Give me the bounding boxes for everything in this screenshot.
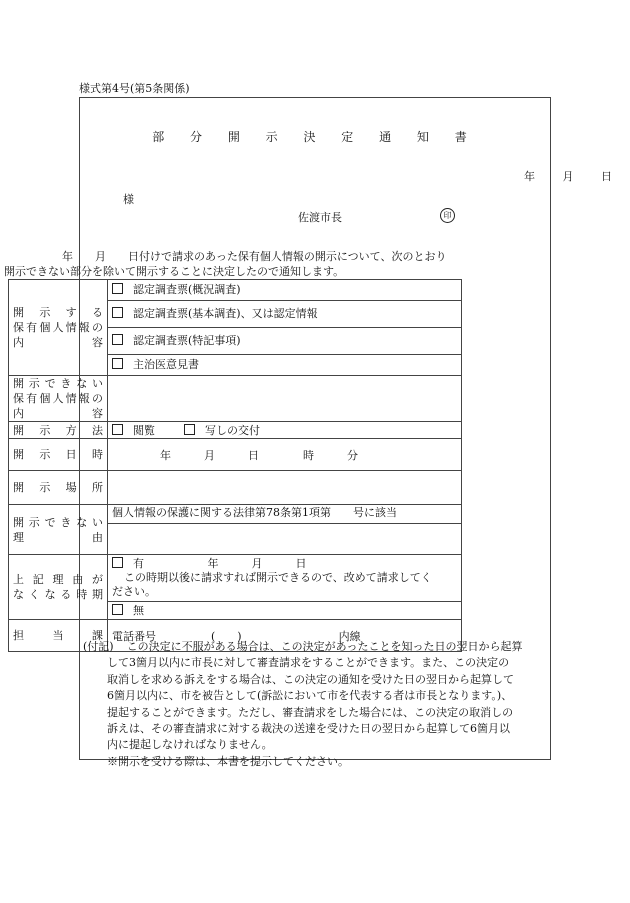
label-char: 理 [13, 530, 24, 544]
notes-first-line: (付記) この決定に不服がある場合は、この決定があったことを知った日の翌日から起算 [83, 640, 523, 653]
label-char: 上 [13, 573, 24, 586]
label-char: な [76, 515, 88, 529]
notes-line: ※開示を受ける際は、本書を提示してください。 [107, 754, 349, 768]
item-row: 主治医意見書 [108, 355, 461, 375]
label-line [13, 320, 103, 335]
label-char: 示 [39, 423, 51, 437]
label-char: 示 [39, 306, 51, 319]
label-line [13, 305, 103, 320]
notes-line: 提起することができます。ただし、審査請求をした場合には、この決定の取消しの [107, 705, 514, 719]
intro-text [4, 249, 466, 279]
label-char: 課 [92, 629, 103, 642]
label-char: 時 [76, 588, 88, 601]
row-disclosed-content [9, 280, 462, 376]
label-char: 所 [91, 481, 103, 494]
reason-end-cell [108, 555, 462, 620]
label-char: 示 [39, 481, 51, 494]
notes-line: 内に提起しなければなりません。 [107, 738, 273, 752]
seal-stamp: 印 [440, 208, 455, 223]
label-char: な [76, 377, 88, 390]
checkbox[interactable] [112, 307, 123, 318]
label-non-disclosed [9, 376, 108, 422]
label-char: 報 [78, 321, 90, 334]
label-char: 場 [65, 481, 77, 494]
label-char: 当 [52, 629, 64, 642]
notes-line: 6箇月以内に、市を被告として(訴訟において市を代表する者は市長となります。)、 [107, 689, 513, 703]
label-line [13, 530, 103, 545]
row-reason-end [9, 555, 462, 620]
label-char: 有 [26, 321, 38, 334]
label-char: 報 [78, 392, 90, 405]
document-title: 部 分 開 示 決 定 通 知 書 [152, 130, 478, 144]
label-char: 示 [28, 377, 40, 390]
label-reason-end [9, 555, 108, 620]
reason-end-has: 有 年 月 日 この時期以後に請求すれば開示できるので、改めて請求してく ださい。 [108, 555, 461, 602]
checkbox[interactable] [112, 358, 123, 369]
issuer-name: 佐渡市長 [298, 211, 342, 224]
checkbox[interactable] [184, 424, 195, 435]
label-line [13, 515, 103, 530]
label-char: 容 [92, 336, 103, 349]
label-char: る [91, 306, 103, 319]
label-char: な [13, 588, 24, 601]
label-char: 法 [91, 423, 103, 437]
checkbox[interactable] [112, 424, 123, 435]
label-line [13, 376, 103, 391]
label-char: 情 [65, 321, 77, 334]
row-non-disclosed [9, 376, 462, 422]
label-line [13, 335, 103, 350]
label-char: 示 [39, 448, 51, 461]
label-char: で [44, 515, 56, 529]
reason-value: 個人情報の保護に関する法律第78条第1項第 号に該当 [108, 505, 461, 524]
label-char: 方 [65, 423, 77, 437]
date-day: 日 [601, 170, 612, 183]
notes-line: 取消しを求める訴えをする場合は、この決定の通知を受けた日の翌日から起算して [107, 672, 514, 686]
label-place [9, 471, 108, 505]
label-char: 記 [32, 573, 44, 586]
label-char: 有 [26, 392, 38, 405]
date-year: 年 [524, 170, 535, 183]
label-char: 由 [72, 573, 84, 586]
label-char: 内 [13, 336, 24, 349]
label-char: の [91, 321, 103, 334]
notes-section [83, 639, 549, 770]
reason-cell [108, 505, 462, 555]
label-method [9, 422, 108, 439]
label-line [13, 572, 103, 587]
label-line [13, 406, 103, 421]
checkbox[interactable] [112, 334, 123, 345]
label-char: 開 [13, 306, 24, 319]
label-char: く [28, 588, 40, 601]
label-char: 内 [13, 407, 24, 420]
label-disclosed-content [9, 280, 108, 376]
label-char: 時 [91, 448, 103, 461]
item-row: 認定調査票(特記事項) [108, 328, 461, 355]
non-disclosed-value[interactable] [108, 376, 462, 422]
label-char: 期 [91, 588, 103, 601]
label-char: 情 [65, 392, 77, 405]
date-month: 月 [562, 170, 574, 183]
intro-line-1: 年 月 日付けで請求のあった保有個人情報の開示について、次のとおり [62, 250, 447, 263]
label-line [13, 447, 103, 462]
checkbox[interactable] [112, 604, 123, 615]
reason-end-none: 無 [108, 602, 461, 619]
decision-table [8, 279, 462, 652]
label-line [13, 480, 103, 495]
label-char: 示 [28, 515, 40, 529]
label-char: な [44, 588, 56, 601]
label-char: の [91, 392, 103, 405]
datetime-value[interactable]: 年 月 日 時 分 [108, 439, 462, 471]
issue-date [500, 168, 612, 184]
label-char: き [60, 515, 72, 529]
label-char: 個 [39, 392, 51, 405]
label-char: 由 [92, 530, 103, 544]
label-line [13, 423, 103, 438]
label-char: 人 [52, 321, 64, 334]
label-char: 個 [39, 321, 51, 334]
label-char: き [60, 377, 72, 390]
item-row: 認定調査票(概況調査) [108, 280, 461, 301]
label-char: 開 [13, 377, 24, 390]
intro-line-2: 開示できない部分を除いて開示することに決定したので通知します。 [4, 265, 345, 278]
label-char: 保 [13, 321, 24, 334]
label-char: 容 [92, 407, 103, 420]
label-char: 開 [13, 481, 24, 494]
reason-blank[interactable] [108, 524, 461, 554]
addressee: 様 [123, 193, 134, 206]
form-number: 様式第4号(第5条関係) [79, 82, 190, 95]
label-char: す [65, 306, 77, 319]
label-reason [9, 505, 108, 555]
place-value[interactable] [108, 471, 462, 505]
row-reason [9, 505, 462, 555]
label-char: い [91, 377, 103, 390]
label-char: い [91, 515, 103, 529]
checkbox[interactable] [112, 557, 123, 568]
label-char: 担 [13, 629, 24, 642]
label-char: 保 [13, 392, 24, 405]
row-datetime [9, 439, 462, 471]
notes-line: 訴えは、その審査請求に対する裁決の送達を受けた日の翌日から起算して6箇月以 [107, 722, 510, 736]
row-place [9, 471, 462, 505]
label-char: が [92, 573, 103, 586]
label-char: 開 [13, 448, 24, 461]
label-char: で [44, 377, 56, 390]
row-method [9, 422, 462, 439]
label-char: 人 [52, 392, 64, 405]
label-char: 開 [13, 423, 24, 437]
notes-line: して3箇月以内に市長に対して審査請求をすることができます。また、この決定の [107, 656, 510, 670]
checkbox[interactable] [112, 283, 123, 294]
contact-value: 電話番号 ( ) 内線 [108, 620, 462, 652]
item-row: 認定調査票(基本調査)、又は認定情報 [108, 301, 461, 328]
label-line [13, 587, 103, 602]
label-char: 開 [13, 515, 24, 529]
disclosed-content-items [108, 280, 462, 376]
label-datetime [9, 439, 108, 471]
label-char: 日 [65, 448, 77, 461]
label-char: 理 [52, 573, 64, 586]
label-line [13, 391, 103, 406]
label-char: る [60, 588, 72, 601]
method-options: 閲覧 写しの交付 [108, 422, 462, 439]
